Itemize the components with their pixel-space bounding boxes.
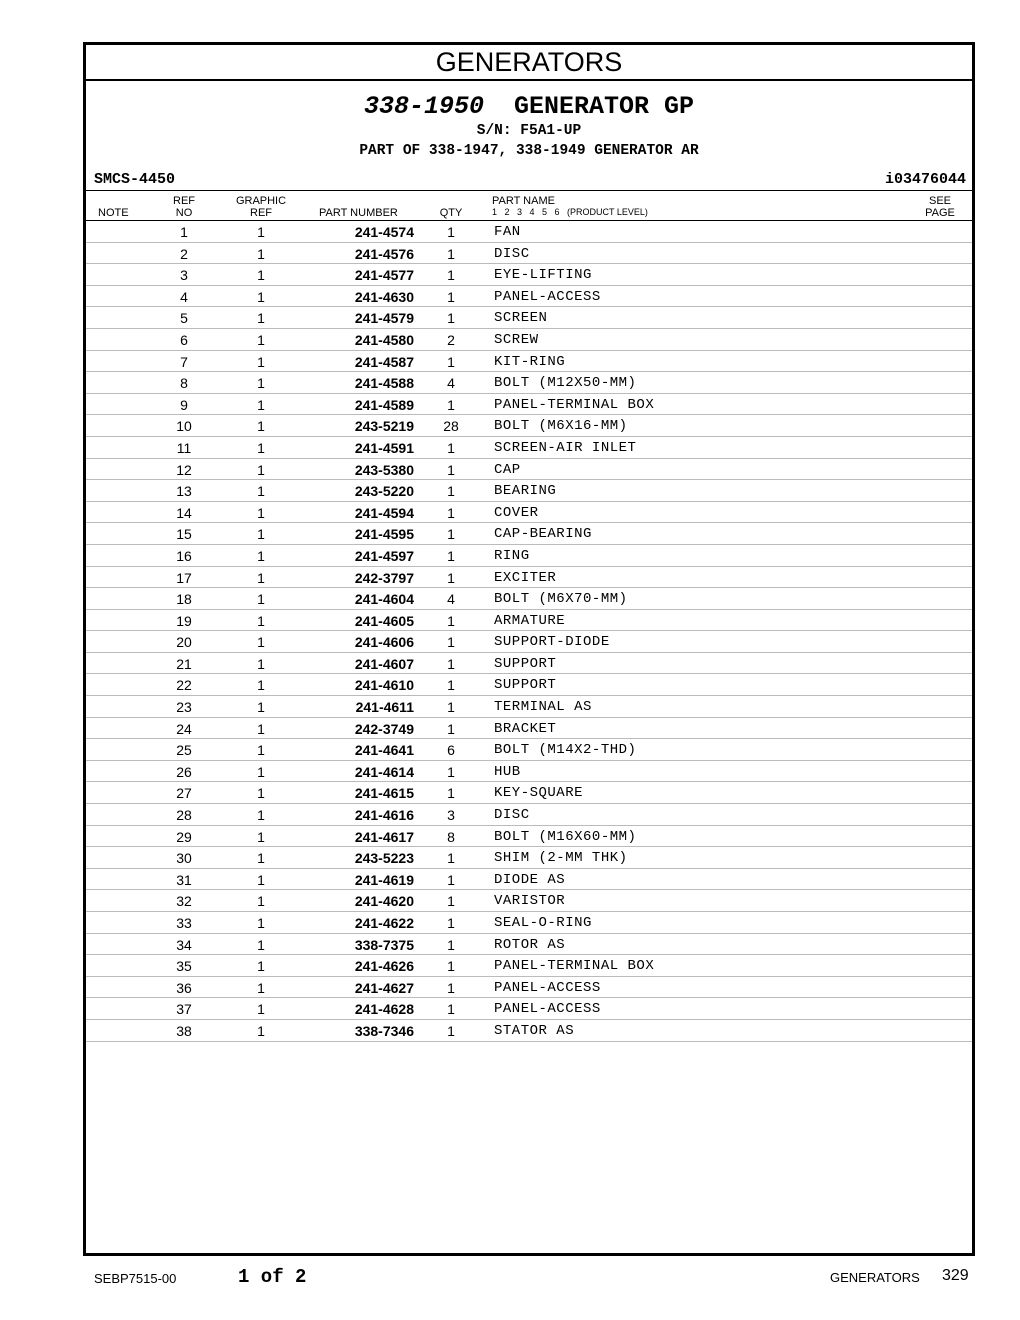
col-see-page-top: SEE bbox=[928, 195, 951, 207]
table-row bbox=[86, 480, 972, 502]
part-of-line: PART OF 338-1947, 338-1949 GENERATOR AR bbox=[359, 143, 699, 159]
ref-no-cell: 23 bbox=[176, 699, 192, 716]
graphic-ref-cell: 1 bbox=[257, 958, 265, 975]
part-name-cell: BOLT (M12X50-MM) bbox=[494, 375, 637, 392]
graphic-ref-cell: 1 bbox=[257, 504, 265, 521]
graphic-ref-cell: 1 bbox=[257, 742, 265, 759]
ref-no-cell: 24 bbox=[176, 720, 192, 737]
part-number-cell: 241-4591 bbox=[354, 439, 414, 456]
ref-no-cell: 38 bbox=[176, 1022, 192, 1039]
qty-cell: 1 bbox=[447, 396, 455, 413]
col-part-number: PART NUMBER bbox=[319, 207, 398, 219]
page-footer bbox=[0, 1262, 1020, 1292]
ref-no-cell: 33 bbox=[176, 915, 192, 931]
qty-cell: 1 bbox=[447, 979, 455, 996]
part-name-cell: KIT-RING bbox=[494, 353, 566, 370]
footer-section: GENERATORS bbox=[830, 1270, 920, 1285]
table-row bbox=[86, 934, 972, 956]
qty-cell: 4 bbox=[447, 591, 455, 608]
col-graphic-ref-bottom: REF bbox=[250, 207, 272, 219]
ref-no-cell: 11 bbox=[176, 439, 192, 456]
table-row bbox=[86, 761, 972, 783]
part-name-cell: BOLT (M14X2-THD) bbox=[494, 742, 637, 759]
part-number-cell: 241-4589 bbox=[354, 396, 414, 413]
graphic-ref-cell: 1 bbox=[257, 526, 265, 543]
table-row bbox=[86, 804, 972, 826]
col-part-name: PART NAME bbox=[492, 195, 555, 207]
qty-cell: 1 bbox=[447, 245, 455, 262]
part-number-cell: 241-4579 bbox=[354, 310, 414, 327]
qty-cell: 1 bbox=[447, 439, 455, 456]
table-row bbox=[86, 826, 972, 848]
ref-no-cell: 4 bbox=[180, 288, 188, 305]
ref-no-cell: 25 bbox=[176, 742, 192, 759]
table-row bbox=[86, 351, 972, 373]
table-row bbox=[86, 307, 972, 329]
qty-cell: 1 bbox=[447, 893, 455, 910]
part-number-cell: 241-4605 bbox=[354, 612, 414, 629]
part-name-cell: ARMATURE bbox=[494, 612, 566, 629]
footer-page-count: 1 of 2 bbox=[238, 1266, 307, 1288]
graphic-ref-cell: 1 bbox=[257, 915, 265, 931]
qty-cell: 1 bbox=[447, 310, 455, 327]
part-name-cell: RING bbox=[494, 547, 530, 564]
table-body bbox=[86, 221, 972, 1042]
graphic-ref-cell: 1 bbox=[257, 224, 265, 240]
qty-cell: 1 bbox=[447, 677, 455, 694]
table-row bbox=[86, 523, 972, 545]
part-name-cell: EYE-LIFTING bbox=[494, 267, 592, 284]
graphic-ref-cell: 1 bbox=[257, 267, 265, 284]
ref-no-cell: 20 bbox=[176, 634, 192, 651]
qty-cell: 1 bbox=[447, 1022, 455, 1039]
parts-page-frame bbox=[83, 42, 975, 1256]
part-number-cell: 241-4628 bbox=[354, 1001, 414, 1018]
ref-no-cell: 13 bbox=[176, 483, 192, 500]
table-row bbox=[86, 890, 972, 912]
part-number-cell: 241-4626 bbox=[354, 958, 414, 975]
part-number-cell: 241-4617 bbox=[354, 828, 414, 845]
part-number-cell: 241-4574 bbox=[354, 224, 414, 240]
part-number-cell: 241-4595 bbox=[354, 526, 414, 543]
table-header bbox=[86, 190, 972, 221]
ref-no-cell: 22 bbox=[176, 677, 192, 694]
qty-cell: 4 bbox=[447, 375, 455, 392]
qty-cell: 1 bbox=[447, 483, 455, 500]
part-name-cell: BEARING bbox=[494, 483, 557, 500]
ref-no-cell: 37 bbox=[176, 1001, 192, 1018]
graphic-ref-cell: 1 bbox=[257, 785, 265, 802]
graphic-ref-cell: 1 bbox=[257, 699, 265, 716]
ref-no-cell: 16 bbox=[176, 547, 192, 564]
part-name-cell: PANEL-TERMINAL BOX bbox=[494, 958, 655, 975]
table-row bbox=[86, 977, 972, 999]
table-row bbox=[86, 739, 972, 761]
smcs-code: SMCS-4450 bbox=[94, 171, 176, 188]
part-number-cell: 241-4611 bbox=[355, 699, 414, 716]
graphic-ref-cell: 1 bbox=[257, 591, 265, 608]
part-number-cell: 241-4620 bbox=[354, 893, 414, 910]
table-row bbox=[86, 545, 972, 567]
graphic-ref-cell: 1 bbox=[257, 677, 265, 694]
part-name-cell: TERMINAL AS bbox=[494, 699, 592, 716]
qty-cell: 2 bbox=[447, 331, 455, 348]
ref-no-cell: 3 bbox=[180, 267, 188, 284]
qty-cell: 1 bbox=[447, 785, 455, 802]
part-name-cell: DISC bbox=[494, 807, 530, 824]
part-name-cell: KEY-SQUARE bbox=[494, 785, 584, 802]
qty-cell: 6 bbox=[447, 742, 455, 759]
ref-no-cell: 6 bbox=[180, 331, 188, 348]
part-name-cell: SEAL-O-RING bbox=[494, 915, 592, 931]
part-number-cell: 241-4630 bbox=[354, 288, 414, 305]
graphic-ref-cell: 1 bbox=[257, 288, 265, 305]
part-number-cell: 241-4597 bbox=[354, 547, 414, 564]
col-qty: QTY bbox=[439, 207, 463, 219]
part-name-cell: SCREEN-AIR INLET bbox=[494, 439, 637, 456]
part-number-cell: 241-4615 bbox=[354, 785, 414, 802]
graphic-ref-cell: 1 bbox=[257, 439, 265, 456]
ref-no-cell: 32 bbox=[176, 893, 192, 910]
ref-no-cell: 17 bbox=[176, 569, 192, 586]
qty-cell: 1 bbox=[447, 612, 455, 629]
part-name-cell: CAP bbox=[494, 461, 521, 478]
graphic-ref-cell: 1 bbox=[257, 634, 265, 651]
table-row bbox=[86, 264, 972, 286]
table-row bbox=[86, 782, 972, 804]
table-row bbox=[86, 610, 972, 632]
part-name-cell: SHIM (2-MM THK) bbox=[494, 850, 628, 867]
part-number-cell: 241-4594 bbox=[354, 504, 414, 521]
part-name-cell: SUPPORT-DIODE bbox=[494, 634, 610, 651]
ref-no-cell: 1 bbox=[180, 224, 188, 240]
part-name-cell: PANEL-ACCESS bbox=[494, 979, 601, 996]
table-row bbox=[86, 415, 972, 437]
qty-cell: 28 bbox=[443, 418, 459, 435]
graphic-ref-cell: 1 bbox=[257, 807, 265, 824]
group-heading bbox=[86, 81, 972, 161]
part-number-cell: 241-4577 bbox=[354, 267, 414, 284]
table-row bbox=[86, 221, 972, 243]
ref-no-cell: 18 bbox=[176, 591, 192, 608]
ref-no-cell: 34 bbox=[176, 936, 192, 953]
table-row bbox=[86, 1020, 972, 1042]
graphic-ref-cell: 1 bbox=[257, 331, 265, 348]
ref-no-cell: 15 bbox=[176, 526, 192, 543]
qty-cell: 1 bbox=[447, 547, 455, 564]
part-name-cell: SCREEN bbox=[494, 310, 548, 327]
qty-cell: 1 bbox=[447, 958, 455, 975]
col-ref-no-top: REF bbox=[173, 195, 195, 207]
table-row bbox=[86, 459, 972, 481]
qty-cell: 1 bbox=[447, 353, 455, 370]
group-name: GENERATOR GP bbox=[514, 92, 695, 121]
qty-cell: 1 bbox=[447, 763, 455, 780]
ref-no-cell: 36 bbox=[176, 979, 192, 996]
ref-no-cell: 14 bbox=[176, 504, 192, 521]
graphic-ref-cell: 1 bbox=[257, 612, 265, 629]
graphic-ref-cell: 1 bbox=[257, 396, 265, 413]
qty-cell: 1 bbox=[447, 936, 455, 953]
part-number-cell: 243-5380 bbox=[354, 461, 414, 478]
part-name-cell: COVER bbox=[494, 504, 539, 521]
qty-cell: 1 bbox=[447, 526, 455, 543]
part-name-cell: SUPPORT bbox=[494, 655, 557, 672]
qty-cell: 1 bbox=[447, 699, 455, 716]
table-row bbox=[86, 243, 972, 265]
ref-no-cell: 19 bbox=[176, 612, 192, 629]
ref-no-cell: 30 bbox=[176, 850, 192, 867]
part-name-cell: SCREW bbox=[494, 331, 539, 348]
table-row bbox=[86, 653, 972, 675]
graphic-ref-cell: 1 bbox=[257, 893, 265, 910]
illustration-id: i03476044 bbox=[884, 171, 966, 188]
col-see-page-bottom: PAGE bbox=[925, 207, 955, 219]
graphic-ref-cell: 1 bbox=[257, 979, 265, 996]
ref-no-cell: 2 bbox=[180, 245, 188, 262]
graphic-ref-cell: 1 bbox=[257, 418, 265, 435]
ref-no-cell: 35 bbox=[176, 958, 192, 975]
graphic-ref-cell: 1 bbox=[257, 1001, 265, 1018]
parts-table bbox=[86, 190, 972, 1042]
part-name-cell: STATOR AS bbox=[494, 1022, 575, 1039]
serial-number: S/N: F5A1-UP bbox=[476, 123, 582, 139]
table-row bbox=[86, 869, 972, 891]
ref-no-cell: 21 bbox=[176, 655, 192, 672]
part-number-cell: 241-4604 bbox=[354, 591, 414, 608]
part-name-cell: EXCITER bbox=[494, 569, 557, 586]
part-name-cell: PANEL-ACCESS bbox=[494, 288, 601, 305]
qty-cell: 1 bbox=[447, 504, 455, 521]
table-row bbox=[86, 286, 972, 308]
table-row bbox=[86, 631, 972, 653]
graphic-ref-cell: 1 bbox=[257, 763, 265, 780]
qty-cell: 1 bbox=[447, 871, 455, 888]
ref-no-cell: 12 bbox=[176, 461, 192, 478]
table-row bbox=[86, 394, 972, 416]
part-number-cell: 241-4641 bbox=[354, 742, 414, 759]
table-row bbox=[86, 955, 972, 977]
part-name-cell: CAP-BEARING bbox=[494, 526, 592, 543]
table-row bbox=[86, 329, 972, 351]
footer-page-number: 329 bbox=[942, 1267, 969, 1284]
part-name-cell: BOLT (M16X60-MM) bbox=[494, 828, 637, 845]
qty-cell: 8 bbox=[447, 828, 455, 845]
table-row bbox=[86, 718, 972, 740]
ref-no-cell: 29 bbox=[176, 828, 192, 845]
part-name-cell: BRACKET bbox=[494, 720, 557, 737]
graphic-ref-cell: 1 bbox=[257, 655, 265, 672]
table-row bbox=[86, 372, 972, 394]
part-number-cell: 242-3749 bbox=[354, 720, 414, 737]
col-graphic-ref-top: GRAPHIC bbox=[235, 195, 287, 207]
part-name-cell: BOLT (M6X16-MM) bbox=[494, 418, 628, 435]
part-number-cell: 241-4607 bbox=[354, 655, 414, 672]
ref-no-cell: 7 bbox=[180, 353, 188, 370]
qty-cell: 1 bbox=[447, 461, 455, 478]
part-number-cell: 241-4587 bbox=[354, 353, 414, 370]
part-name-cell: PANEL-ACCESS bbox=[494, 1001, 601, 1018]
qty-cell: 1 bbox=[447, 720, 455, 737]
graphic-ref-cell: 1 bbox=[257, 871, 265, 888]
qty-cell: 1 bbox=[447, 288, 455, 305]
table-row bbox=[86, 998, 972, 1020]
part-name-cell: FAN bbox=[494, 224, 521, 240]
part-number-cell: 241-4616 bbox=[354, 807, 414, 824]
part-name-cell: DIODE AS bbox=[494, 871, 566, 888]
graphic-ref-cell: 1 bbox=[257, 1022, 265, 1039]
graphic-ref-cell: 1 bbox=[257, 936, 265, 953]
group-number: 338-1950 bbox=[363, 92, 484, 121]
part-name-cell: DISC bbox=[494, 245, 530, 262]
qty-cell: 1 bbox=[447, 850, 455, 867]
qty-cell: 1 bbox=[447, 1001, 455, 1018]
ref-no-cell: 27 bbox=[176, 785, 192, 802]
part-number-cell: 242-3797 bbox=[354, 569, 414, 586]
part-number-cell: 241-4606 bbox=[354, 634, 414, 651]
footer-doc-id: SEBP7515-00 bbox=[94, 1271, 177, 1286]
part-number-cell: 241-4622 bbox=[354, 915, 414, 931]
part-number-cell: 241-4580 bbox=[354, 331, 414, 348]
table-row bbox=[86, 567, 972, 589]
graphic-ref-cell: 1 bbox=[257, 245, 265, 262]
col-ref-no-bottom: NO bbox=[175, 207, 193, 219]
ref-no-cell: 10 bbox=[176, 418, 192, 435]
graphic-ref-cell: 1 bbox=[257, 850, 265, 867]
ref-no-cell: 26 bbox=[176, 763, 192, 780]
part-name-cell: PANEL-TERMINAL BOX bbox=[494, 396, 655, 413]
ref-no-cell: 5 bbox=[180, 310, 188, 327]
graphic-ref-cell: 1 bbox=[257, 483, 265, 500]
smcs-row bbox=[94, 171, 966, 191]
graphic-ref-cell: 1 bbox=[257, 569, 265, 586]
graphic-ref-cell: 1 bbox=[257, 828, 265, 845]
part-number-cell: 338-7375 bbox=[354, 936, 414, 953]
table-row bbox=[86, 912, 972, 934]
col-product-level: 1 2 3 4 5 6 (PRODUCT LEVEL) bbox=[492, 207, 648, 217]
graphic-ref-cell: 1 bbox=[257, 720, 265, 737]
ref-no-cell: 9 bbox=[180, 396, 188, 413]
qty-cell: 1 bbox=[447, 655, 455, 672]
qty-cell: 1 bbox=[447, 634, 455, 651]
graphic-ref-cell: 1 bbox=[257, 353, 265, 370]
table-row bbox=[86, 502, 972, 524]
graphic-ref-cell: 1 bbox=[257, 310, 265, 327]
qty-cell: 1 bbox=[447, 267, 455, 284]
part-number-cell: 241-4610 bbox=[354, 677, 414, 694]
section-title: GENERATORS bbox=[86, 45, 972, 81]
table-row bbox=[86, 588, 972, 610]
qty-cell: 1 bbox=[447, 915, 455, 931]
part-number-cell: 241-4619 bbox=[354, 871, 414, 888]
part-name-cell: ROTOR AS bbox=[494, 936, 566, 953]
ref-no-cell: 8 bbox=[180, 375, 188, 392]
table-row bbox=[86, 674, 972, 696]
graphic-ref-cell: 1 bbox=[257, 375, 265, 392]
qty-cell: 1 bbox=[447, 569, 455, 586]
ref-no-cell: 31 bbox=[176, 871, 192, 888]
part-number-cell: 241-4576 bbox=[354, 245, 414, 262]
part-number-cell: 243-5219 bbox=[354, 418, 414, 435]
qty-cell: 1 bbox=[447, 224, 455, 240]
ref-no-cell: 28 bbox=[176, 807, 192, 824]
part-number-cell: 241-4614 bbox=[354, 763, 414, 780]
table-row bbox=[86, 696, 972, 718]
table-row bbox=[86, 437, 972, 459]
part-name-cell: VARISTOR bbox=[494, 893, 566, 910]
part-name-cell: BOLT (M6X70-MM) bbox=[494, 591, 628, 608]
table-row bbox=[86, 847, 972, 869]
part-number-cell: 241-4627 bbox=[354, 979, 414, 996]
part-number-cell: 241-4588 bbox=[354, 375, 414, 392]
qty-cell: 3 bbox=[447, 807, 455, 824]
group-title-line bbox=[86, 93, 972, 121]
part-name-cell: SUPPORT bbox=[494, 677, 557, 694]
part-number-cell: 243-5223 bbox=[354, 850, 414, 867]
col-note: NOTE bbox=[98, 207, 129, 219]
part-name-cell: HUB bbox=[494, 763, 521, 780]
graphic-ref-cell: 1 bbox=[257, 461, 265, 478]
part-number-cell: 243-5220 bbox=[354, 483, 414, 500]
graphic-ref-cell: 1 bbox=[257, 547, 265, 564]
part-number-cell: 338-7346 bbox=[354, 1022, 414, 1039]
